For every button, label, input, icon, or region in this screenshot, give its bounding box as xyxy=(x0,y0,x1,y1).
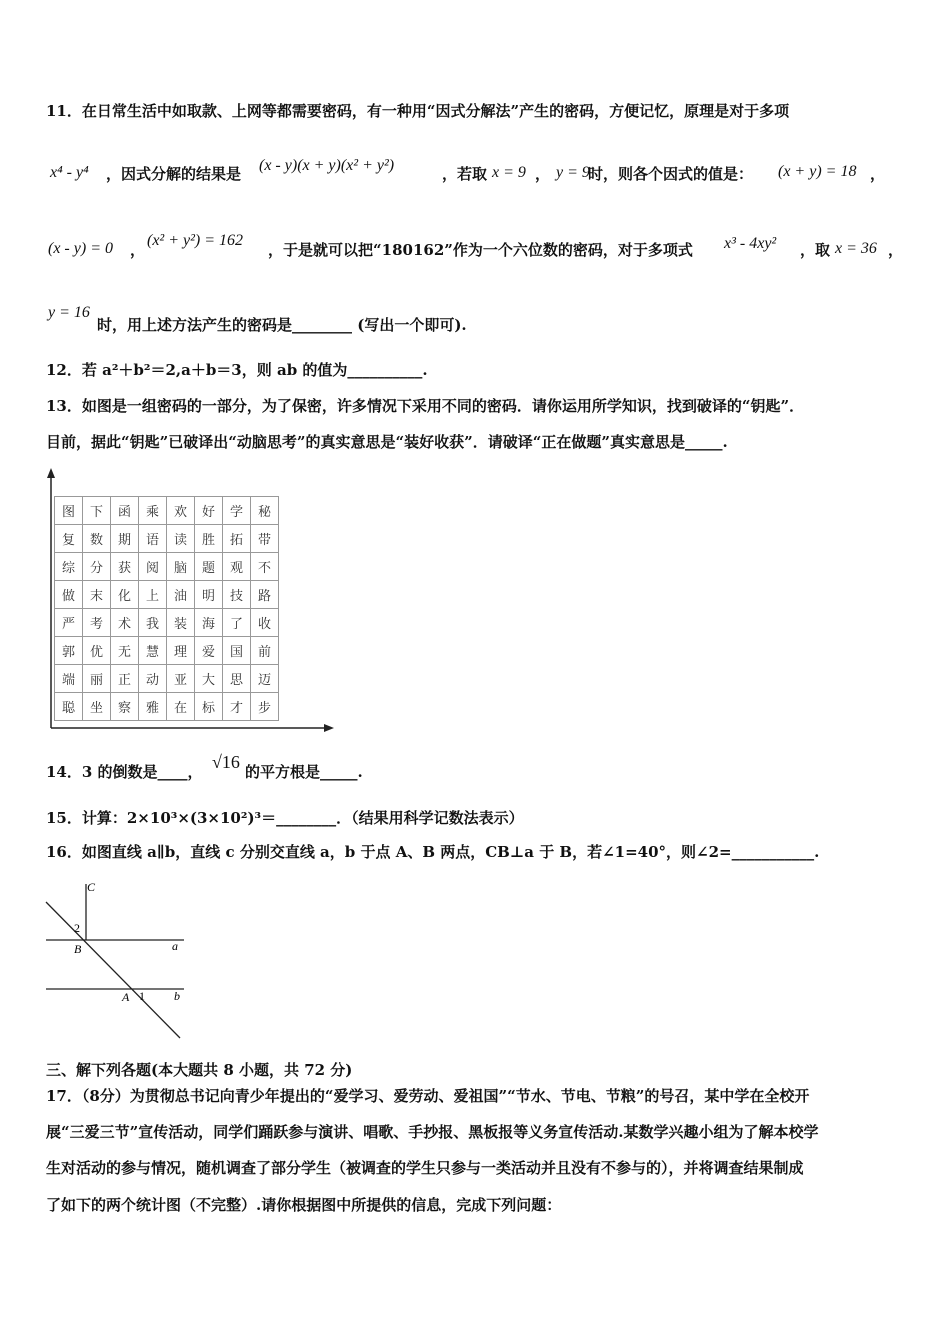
grid-cell: 题 xyxy=(195,553,223,581)
grid-cell: 装 xyxy=(167,609,195,637)
grid-cell: 大 xyxy=(195,665,223,693)
label-c: C xyxy=(87,880,96,894)
grid-cell: 端 xyxy=(55,665,83,693)
grid-cell: 考 xyxy=(83,609,111,637)
grid-cell: 期 xyxy=(111,525,139,553)
grid-cell: 察 xyxy=(111,693,139,721)
q11-x9: x = 9 xyxy=(492,164,526,181)
grid-cell: 函 xyxy=(111,497,139,525)
grid-cell: 复 xyxy=(55,525,83,553)
grid-cell: 油 xyxy=(167,581,195,609)
q14-part-a: 14．3 的倒数是____， xyxy=(46,763,203,781)
q11-text3: 时，则各个因式的值是： xyxy=(588,165,754,183)
grid-row xyxy=(55,553,279,581)
section-heading: 三、解下列各题(本大题共 8 小题，共 72 分) xyxy=(46,1061,353,1079)
q11-poly: x⁴ - y⁴ xyxy=(50,164,89,181)
grid-cell: 爱 xyxy=(195,637,223,665)
grid-cell: 阅 xyxy=(139,553,167,581)
q11-factors: (x - y)(x + y)(x² + y²) xyxy=(259,157,395,174)
q11-line1: 11．在日常生活中如取款、上网等都需要密码，有一种用“因式分解法”产生的密码，方便记忆，原理是对于多项 xyxy=(46,102,790,120)
q11-text4: ，于是就可以把“180162”作为一个六位数的密码，对于多项式 xyxy=(268,241,693,259)
grid-cell: 郭 xyxy=(55,637,83,665)
q11-comma3: ， xyxy=(888,241,904,259)
grid-cell: 坐 xyxy=(83,693,111,721)
grid-cell: 脑 xyxy=(167,553,195,581)
q11-poly2: x³ - 4xy² xyxy=(724,235,777,252)
q11-text2: ，若取 xyxy=(442,165,488,183)
grid-cell: 步 xyxy=(251,693,279,721)
q16-figure xyxy=(40,878,200,1044)
q11-v1: (x + y) = 18 xyxy=(778,163,857,180)
grid-cell: 严 xyxy=(55,609,83,637)
grid-cell: 化 xyxy=(111,581,139,609)
grid-cell: 聪 xyxy=(55,693,83,721)
grid-cell: 正 xyxy=(111,665,139,693)
grid-cell: 术 xyxy=(111,609,139,637)
grid-cell: 做 xyxy=(55,581,83,609)
grid-row xyxy=(55,665,279,693)
label-b-point: B xyxy=(74,942,82,956)
q17-line4: 了如下的两个统计图（不完整）.请你根据图中所提供的信息，完成下列问题： xyxy=(46,1196,562,1214)
grid-cell: 优 xyxy=(83,637,111,665)
grid-cell: 明 xyxy=(195,581,223,609)
grid-cell: 我 xyxy=(139,609,167,637)
grid-cell: 雅 xyxy=(139,693,167,721)
grid-cell: 获 xyxy=(111,553,139,581)
grid-cell: 数 xyxy=(83,525,111,553)
q17-line3: 生对活动的参与情况，随机调查了部分学生（被调查的学生只参与一类活动并且没有不参与的），并将调查结果制成 xyxy=(46,1159,804,1177)
grid-cell: 语 xyxy=(139,525,167,553)
grid-row xyxy=(55,581,279,609)
grid-cell: 国 xyxy=(223,637,251,665)
grid-cell: 了 xyxy=(223,609,251,637)
grid-cell: 动 xyxy=(139,665,167,693)
q11-x36: x = 36 xyxy=(835,240,877,257)
grid-cell: 综 xyxy=(55,553,83,581)
q11-text6: 时，用上述方法产生的密码是________ (写出一个即可). xyxy=(97,316,467,334)
q11-y9: y = 9 xyxy=(556,164,590,181)
grid-cell: 观 xyxy=(223,553,251,581)
q11-text5: ，取 xyxy=(800,241,831,259)
grid-cell: 技 xyxy=(223,581,251,609)
grid-cell: 图 xyxy=(55,497,83,525)
grid-cell: 路 xyxy=(251,581,279,609)
q17-line2: 展“三爱三节”宣传活动，同学们踊跃参与演讲、唱歌、手抄报、黑板报等义务宣传活动.某数学兴趣小组为了解本校学 xyxy=(46,1123,819,1141)
grid-cell: 分 xyxy=(83,553,111,581)
q14-part-b: 的平方根是_____. xyxy=(245,763,363,781)
grid-cell: 不 xyxy=(251,553,279,581)
q11-comma2: ， xyxy=(130,241,146,259)
grid-cell: 拓 xyxy=(223,525,251,553)
grid-cell: 下 xyxy=(83,497,111,525)
grid-cell: 秘 xyxy=(251,497,279,525)
grid-cell: 无 xyxy=(111,637,139,665)
grid-cell: 思 xyxy=(223,665,251,693)
grid-cell: 迈 xyxy=(251,665,279,693)
q11-sep: ， xyxy=(535,165,551,183)
grid-row xyxy=(55,609,279,637)
q11-v3: (x² + y²) = 162 xyxy=(147,232,244,249)
cipher-grid xyxy=(54,496,279,721)
grid-cell: 理 xyxy=(167,637,195,665)
grid-cell: 末 xyxy=(83,581,111,609)
grid-cell: 带 xyxy=(251,525,279,553)
grid-cell: 胜 xyxy=(195,525,223,553)
grid-cell: 前 xyxy=(251,637,279,665)
grid-cell: 海 xyxy=(195,609,223,637)
q11-v2: (x - y) = 0 xyxy=(48,240,113,257)
grid-cell: 亚 xyxy=(167,665,195,693)
grid-row xyxy=(55,693,279,721)
label-a-line: a xyxy=(172,939,178,953)
q11-y16: y = 16 xyxy=(48,304,90,321)
q12-text: 12．若 a²＋b²＝2,a＋b＝3，则 ab 的值为__________. xyxy=(46,361,428,379)
grid-cell: 在 xyxy=(167,693,195,721)
transversal xyxy=(46,902,180,1038)
grid-cell: 乘 xyxy=(139,497,167,525)
grid-cell: 好 xyxy=(195,497,223,525)
grid-row xyxy=(55,637,279,665)
grid-cell: 标 xyxy=(195,693,223,721)
q14-sqrt: √16 xyxy=(212,752,240,772)
label-b-line: b xyxy=(174,989,180,1003)
grid-cell: 丽 xyxy=(83,665,111,693)
q15-text: 15．计算：2×10³×(3×10²)³＝________．（结果用科学记数法表示） xyxy=(46,809,524,827)
grid-cell: 欢 xyxy=(167,497,195,525)
grid-cell: 才 xyxy=(223,693,251,721)
grid-row xyxy=(55,497,279,525)
q13-line1: 13．如图是一组密码的一部分，为了保密，许多情况下采用不同的密码．请你运用所学知识，找到破译的“钥匙”． xyxy=(46,397,805,415)
label-a-point: A xyxy=(122,990,130,1004)
grid-cell: 上 xyxy=(139,581,167,609)
grid-cell: 读 xyxy=(167,525,195,553)
label-2: 2 xyxy=(74,921,80,935)
q17-line1: 17．（8分）为贯彻总书记向青少年提出的“爱学习、爱劳动、爱祖国”“节水、节电、节粮”的号召，某中学在全校开 xyxy=(46,1087,810,1105)
grid-cell: 收 xyxy=(251,609,279,637)
grid-cell: 慧 xyxy=(139,637,167,665)
q13-line2: 目前，据此“钥匙”已破译出“动脑思考”的真实意思是“装好收获”．请破译“正在做题”真实意思是_____. xyxy=(46,433,728,451)
grid-cell: 学 xyxy=(223,497,251,525)
q11-text1: ，因式分解的结果是 xyxy=(106,165,242,183)
q11-comma: ， xyxy=(870,165,886,183)
label-1: 1 xyxy=(139,989,145,1003)
q16-text: 16．如图直线 a∥b，直线 c 分别交直线 a，b 于点 A、B 两点，CB⊥a 于 B，若∠1=40°，则∠2=___________. xyxy=(46,843,820,861)
grid-row xyxy=(55,525,279,553)
